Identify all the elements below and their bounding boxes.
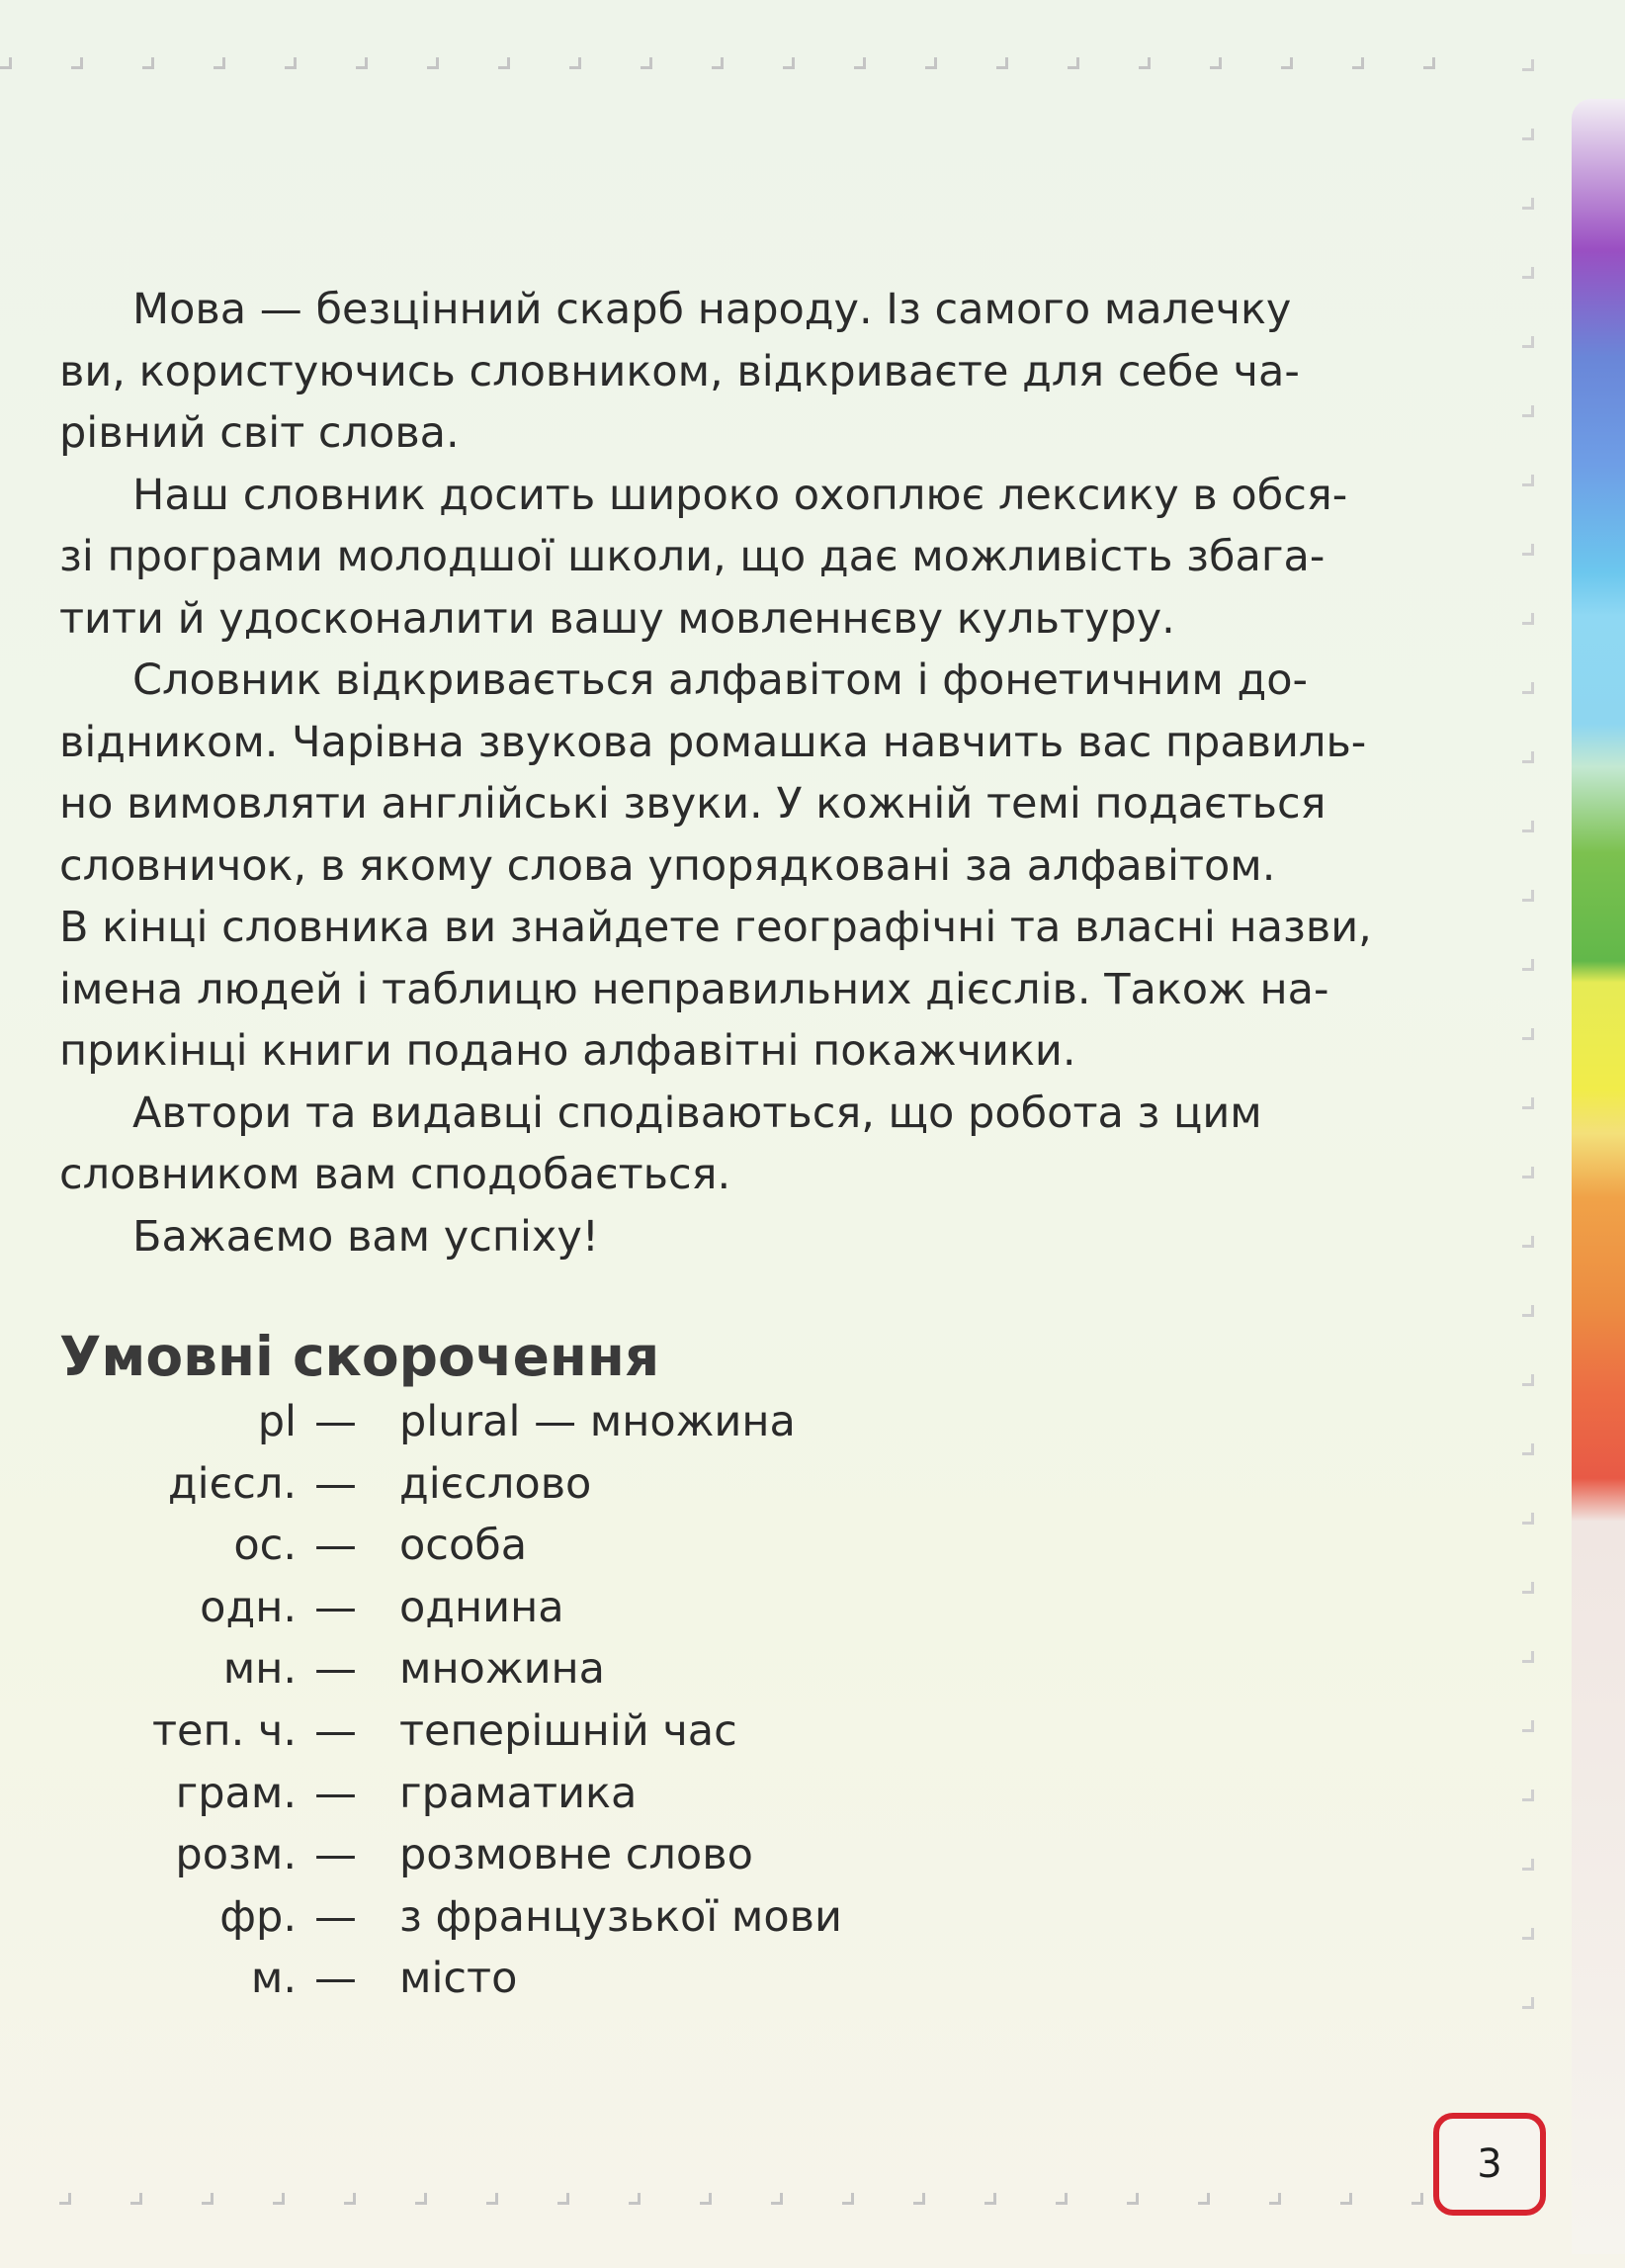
decorative-tick <box>1522 1167 1534 1178</box>
abbreviation-definition: множина <box>399 1644 606 1695</box>
decorative-tick <box>1423 57 1435 69</box>
decorative-tick <box>71 57 83 69</box>
decorative-tick <box>1522 1028 1534 1040</box>
decorative-tick <box>783 57 795 69</box>
decorative-tick <box>629 2193 641 2205</box>
abbreviation-dash: — <box>314 1891 357 1942</box>
abbreviations-list <box>0 1397 1186 2016</box>
decorative-tick <box>1340 2193 1352 2205</box>
abbreviation-term: фр. <box>219 1891 297 1942</box>
decorative-tick <box>1522 1789 1534 1801</box>
decorative-tick <box>1522 1859 1534 1871</box>
abbreviation-row <box>0 1892 1186 1955</box>
decorative-tick <box>214 57 225 69</box>
decorative-tick <box>1522 1097 1534 1109</box>
decorative-tick <box>1522 821 1534 832</box>
decorative-tick <box>1352 57 1364 69</box>
text-line: імена людей і таблицю неправильних дієслів. Також на- <box>59 964 1329 1014</box>
decorative-tick <box>913 2193 925 2205</box>
decorative-tick <box>842 2193 854 2205</box>
abbreviation-definition: з французької мови <box>399 1891 842 1942</box>
decorative-tick <box>59 2193 71 2205</box>
abbreviation-definition: plural — множина <box>399 1397 796 1446</box>
decorative-tick <box>1522 59 1534 71</box>
abbreviation-dash: — <box>314 1954 357 2004</box>
top-tick-border <box>0 57 1502 77</box>
decorative-tick <box>1522 198 1534 210</box>
decorative-tick <box>1522 1236 1534 1248</box>
abbreviation-dash: — <box>314 1830 357 1880</box>
decorative-tick <box>1522 129 1534 140</box>
text-line: но вимовляти англійські звуки. У кожній темі подається <box>59 779 1326 829</box>
intro-paragraph-3 <box>59 650 1463 1083</box>
abbreviation-term: мн. <box>222 1644 297 1695</box>
abbreviation-term: одн. <box>200 1582 297 1632</box>
abbreviation-row <box>0 1583 1186 1645</box>
decorative-tick <box>1056 2193 1068 2205</box>
abbreviation-row <box>0 1954 1186 2016</box>
decorative-tick <box>415 2193 427 2205</box>
decorative-tick <box>1522 336 1534 348</box>
decorative-tick <box>1522 1443 1534 1455</box>
decorative-tick <box>1411 2193 1423 2205</box>
intro-paragraph-4 <box>59 1083 1463 1206</box>
abbreviation-definition: особа <box>399 1521 528 1571</box>
text-line: Бажаємо вам успіху! <box>132 1211 600 1262</box>
abbreviation-dash: — <box>314 1397 357 1446</box>
decorative-tick <box>1522 613 1534 625</box>
abbreviation-dash: — <box>314 1521 357 1571</box>
decorative-tick <box>996 57 1008 69</box>
decorative-tick <box>1127 2193 1139 2205</box>
abbreviation-term: теп. ч. <box>151 1705 297 1756</box>
decorative-tick <box>1522 1582 1534 1594</box>
decorative-tick <box>285 57 297 69</box>
abbreviation-row <box>0 1706 1186 1769</box>
decorative-tick <box>712 57 724 69</box>
text-line: зі програми молодшої школи, що дає можливість збага- <box>59 532 1326 581</box>
abbreviation-row <box>0 1830 1186 1892</box>
decorative-tick <box>984 2193 996 2205</box>
decorative-tick <box>1139 57 1151 69</box>
abbreviation-definition: місто <box>399 1954 518 2004</box>
text-line: прикінці книги подано алфавітні покажчики. <box>59 1026 1076 1076</box>
abbreviation-row <box>0 1769 1186 1831</box>
abbreviation-definition: дієслово <box>399 1458 592 1509</box>
decorative-tick <box>1210 57 1222 69</box>
abbreviation-dash: — <box>314 1458 357 1509</box>
abbreviation-definition: теперішній час <box>399 1705 737 1756</box>
decorative-tick <box>1522 682 1534 694</box>
decorative-tick <box>1281 57 1293 69</box>
abbreviation-dash: — <box>314 1582 357 1632</box>
decorative-tick <box>1522 1720 1534 1732</box>
decorative-tick <box>1522 267 1534 279</box>
text-line: рівний світ слова. <box>59 408 460 458</box>
abbreviation-term: розм. <box>175 1830 297 1880</box>
text-line: Наш словник досить широко охоплює лексику в обся- <box>132 470 1348 520</box>
decorative-tick <box>1198 2193 1210 2205</box>
decorative-tick <box>130 2193 142 2205</box>
abbreviation-row <box>0 1521 1186 1583</box>
decorative-tick <box>1269 2193 1281 2205</box>
page-number: 3 <box>1477 2141 1502 2187</box>
text-line: В кінці словника ви знайдете географічні та власні назви, <box>59 903 1372 952</box>
abbreviation-term: pl <box>257 1397 297 1446</box>
decorative-tick <box>1522 544 1534 556</box>
intro-paragraph-2 <box>59 465 1463 651</box>
decorative-tick <box>344 2193 356 2205</box>
abbreviation-dash: — <box>314 1768 357 1818</box>
abbreviation-term: ос. <box>233 1521 297 1571</box>
text-line: Словник відкривається алфавітом і фонетичним до- <box>132 655 1309 705</box>
abbreviation-term: грам. <box>175 1768 297 1818</box>
rainbow-edge-strip <box>1572 99 1625 2254</box>
decorative-tick <box>356 57 368 69</box>
abbreviation-term: дієсл. <box>167 1458 297 1509</box>
decorative-tick <box>1522 405 1534 417</box>
decorative-tick <box>1522 959 1534 971</box>
intro-paragraph-1 <box>59 279 1463 465</box>
decorative-tick <box>1522 1305 1534 1317</box>
abbreviation-row <box>0 1397 1186 1459</box>
decorative-tick <box>486 2193 498 2205</box>
text-line: словником вам сподобається. <box>59 1150 731 1199</box>
right-tick-border <box>1522 59 1546 2076</box>
text-line: Автори та видавці сподіваються, що робота з цим <box>132 1088 1262 1138</box>
abbreviation-dash: — <box>314 1644 357 1695</box>
decorative-tick <box>202 2193 214 2205</box>
decorative-tick <box>771 2193 783 2205</box>
text-line: тити й удосконалити вашу мовленнєву культуру. <box>59 593 1175 644</box>
decorative-tick <box>1522 890 1534 902</box>
decorative-tick <box>0 57 12 69</box>
abbreviation-definition: розмовне слово <box>399 1830 753 1880</box>
decorative-tick <box>700 2193 712 2205</box>
bottom-tick-border <box>0 2193 1502 2213</box>
decorative-tick <box>1522 751 1534 763</box>
decorative-tick <box>1522 1651 1534 1663</box>
decorative-tick <box>498 57 510 69</box>
text-line: Мова — безцінний скарб народу. Із самого малечку <box>132 285 1292 334</box>
abbreviations-title: Умовні скорочення <box>59 1325 660 1388</box>
abbreviation-definition: однина <box>399 1582 564 1632</box>
abbreviation-definition: граматика <box>399 1768 638 1818</box>
intro-text <box>59 279 1463 1267</box>
text-line: словничок, в якому слова упорядковані за алфавітом. <box>59 840 1276 891</box>
text-line: ви, користуючись словником, відкриваєте для себе ча- <box>59 346 1300 396</box>
abbreviation-row <box>0 1644 1186 1706</box>
decorative-tick <box>1522 1928 1534 1940</box>
decorative-tick <box>569 57 581 69</box>
decorative-tick <box>1522 475 1534 486</box>
decorative-tick <box>925 57 937 69</box>
decorative-tick <box>1068 57 1079 69</box>
abbreviation-row <box>0 1459 1186 1522</box>
decorative-tick <box>273 2193 285 2205</box>
decorative-tick <box>641 57 652 69</box>
intro-paragraph-5 <box>59 1206 1463 1268</box>
decorative-tick <box>427 57 439 69</box>
decorative-tick <box>142 57 154 69</box>
decorative-tick <box>557 2193 569 2205</box>
decorative-tick <box>1522 1997 1534 2009</box>
decorative-tick <box>1522 1513 1534 1525</box>
decorative-tick <box>854 57 866 69</box>
abbreviation-dash: — <box>314 1705 357 1756</box>
abbreviation-term: м. <box>250 1954 297 2004</box>
decorative-tick <box>1522 1374 1534 1386</box>
text-line: відником. Чарівна звукова ромашка навчить вас правиль- <box>59 717 1367 767</box>
page-number-badge <box>1433 2113 1546 2216</box>
